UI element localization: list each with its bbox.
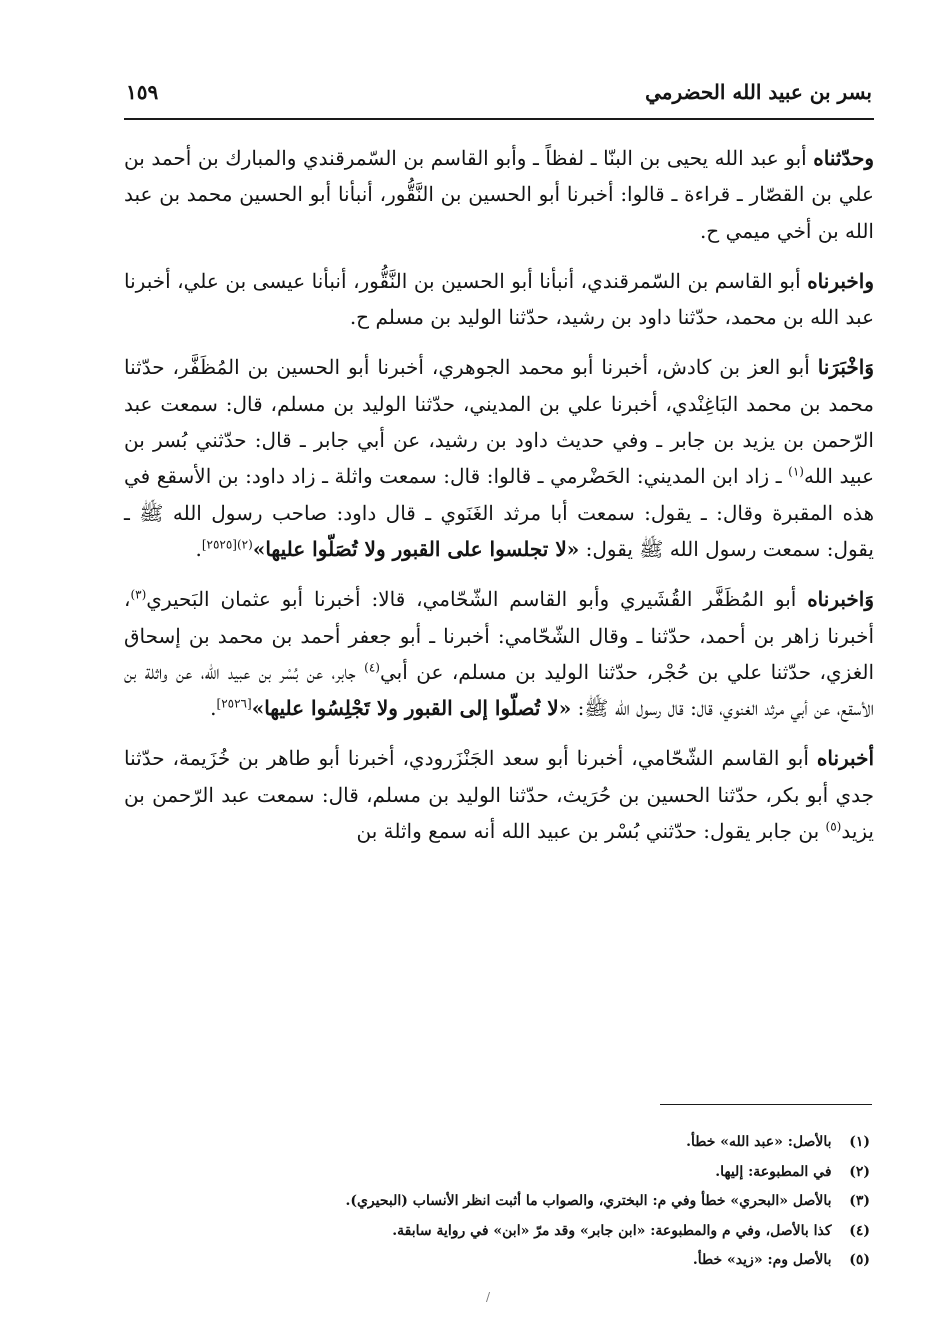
footnote-number: (٢) (849, 1163, 870, 1180)
paragraph-text: بن جابر يقول: حدّثني بُسْر بن عبيد الله أنه سمع واثلة بن (356, 819, 820, 844)
scan-mark: / (486, 1290, 491, 1304)
hadith-quote: «لا تجلسوا على القبور ولا تُصَلّوا عليها» (252, 536, 580, 561)
paragraph (124, 740, 874, 849)
paragraph-text: جابر، عن بُسْر بن عبيد الله، عن واثلة بن الأسقع، عن أبي مرثد الغنوي، قال: قال رسول الله ﷺ: (124, 659, 874, 721)
paragraph (124, 581, 874, 726)
chapter-title: بسر بن عبيد الله الحضرمي (645, 80, 872, 104)
hadith-number: [٢٥٢٦] (216, 696, 252, 711)
footnote (124, 1158, 870, 1188)
footnote (124, 1246, 870, 1276)
footnote-text: بالأصل «البحري» خطأ وفي م: البختري، والصواب ما أثبت انظر الأنساب (البحيري). (345, 1193, 832, 1209)
paragraph-text: ، أخبرنا زاهر بن أحمد، حدّثنا ـ وقال الشّحّامي: أخبرنا ـ أبو جعفر أحمد بن محمد بن إسحاق الغزي، حدّثنا علي بن حُجْر، حدّثنا الوليد بن مسلم، عن أبي (124, 587, 875, 684)
paragraph-text: أبو القاسم بن السّمرقندي، أنبأنا أبو الحسين بن النَّقُّور، أنبأنا عيسى بن علي، أخبرنا عبد الله بن محمد، حدّثنا داود بن رشيد، حدّثنا الوليد بن مسلم ح. (124, 268, 874, 330)
paragraph-lead: وَاخْبَرَنا (817, 355, 874, 380)
footnote-number: (٥) (849, 1252, 870, 1268)
footnote (124, 1128, 870, 1158)
sentence-end: . (210, 696, 217, 721)
hadith-number: [٢٥٢٥] (201, 537, 237, 552)
footnote-text: بالأصل: «عبد الله» خطأ. (686, 1134, 832, 1150)
footnote-rule (660, 1104, 872, 1105)
main-text (124, 140, 874, 863)
paragraph-text: أبو عبد الله يحيى بن البنّا ـ لفظاً ـ وأبو القاسم بن السّمرقندي والمبارك بن أحمد بن علي بن القصّار ـ قراءة ـ قالوا: أخبرنا أبو الحسين بن النَّقُّور، أنبأنا أبو الحسين محمد بن عبد الله بن أخي ميمي ح. (124, 146, 874, 243)
paragraph (124, 263, 874, 336)
paragraph-lead: أخبرناه (816, 746, 875, 771)
paragraph-lead: وحدّثناه (813, 146, 874, 170)
footnote-number: (٤) (849, 1222, 870, 1239)
footnote-ref: (٢) (236, 537, 253, 552)
footnote-text: كذا بالأصل، وفي م والمطبوعة: «ابن جابر» وقد مرّ «ابن» في رواية سابقة. (392, 1222, 832, 1239)
paragraph (124, 140, 874, 249)
paragraph (124, 349, 874, 567)
paragraph-text: ـ زاد ابن المديني: الحَضْرمي ـ قالوا: قال: سمعت واثلة ـ زاد داود: بن الأسقع في هذه المقبرة وقال: ـ يقول: سمعت أبا مرثد الغَنَوي ـ قال داود: صاحب رسول الله ﷺ ـ يقول: سمعت رسول الله ﷺ يقول: (124, 464, 874, 561)
footnote-ref: (٤) (364, 660, 380, 675)
sentence-end: . (195, 536, 202, 561)
paragraph-text: أبو القاسم الشّحّامي، أخبرنا أبو سعد الجَنْزَرودي، أخبرنا أبو طاهر بن خُزَيمة، حدّثنا جدي أبو بكر، حدّثنا الحسين بن حُرَيث، حدّثنا الوليد بن مسلم، قال: سمعت عبد الرّحمن بن يزيد (124, 746, 874, 844)
footnote (124, 1187, 870, 1217)
footnote-number: (٣) (849, 1193, 870, 1209)
footnote-number: (١) (849, 1134, 870, 1150)
footnote-text: بالأصل وم: «زيد» خطأ. (692, 1252, 832, 1268)
hadith-quote: «لا تُصلّوا إلى القبور ولا تَجْلِسُوا عليها» (251, 696, 572, 721)
footnotes (124, 1128, 870, 1276)
footnote-ref: (١) (788, 464, 804, 479)
header-rule (124, 118, 874, 120)
page-number: ١٥٩ (126, 80, 159, 104)
paragraph-text: أبو المُظَفَّر القُشَيري وأبو القاسم الشّحّامي، قالا: أخبرنا أبو عثمان البَحيري (146, 587, 797, 612)
paragraph-lead: وَاخبرناه (807, 587, 874, 612)
footnote-ref: (٣) (130, 587, 147, 602)
footnote-text: في المطبوعة: إليها. (715, 1163, 832, 1180)
running-header (124, 78, 872, 116)
paragraph-text: أبو العز بن كادش، أخبرنا أبو محمد الجوهري، أخبرنا أبو الحسين بن المُظَفَّر، حدّثنا محمد بن محمد البَاغِنْدي، أخبرنا علي بن المديني، حدّثنا الوليد بن مسلم، قال: سمعت عبد الرّحمن بن يزيد بن جابر ـ وفي حديث داود بن رشيد، عن أبي جابر ـ قال: حدّثني بُسر بن عبيد الله (124, 355, 875, 489)
footnote-ref: (٥) (825, 819, 842, 834)
paragraph-lead: واخبرناه (807, 268, 874, 293)
footnote (124, 1217, 870, 1247)
